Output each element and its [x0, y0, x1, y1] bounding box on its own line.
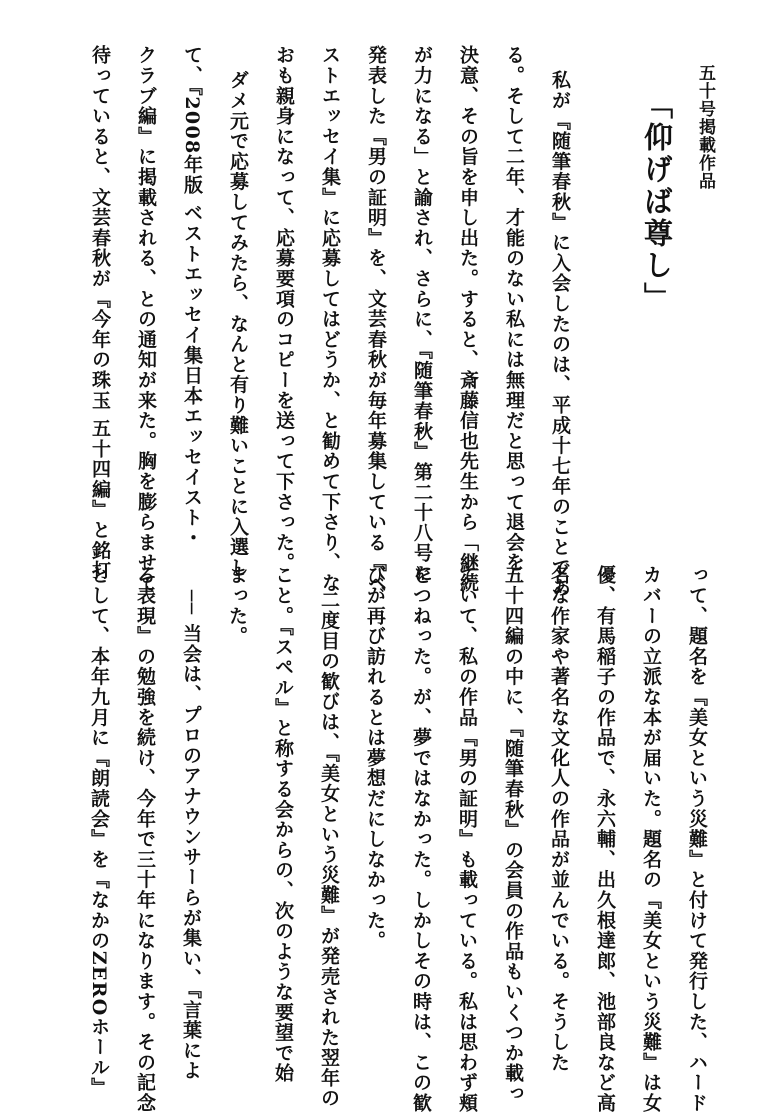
top-line-2: る。そして二年、才能のない私には無理だと思って退会を	[503, 45, 525, 573]
essay-title: 「仰げば尊し」	[640, 90, 674, 314]
top-line-1: 私が『随筆春秋』に入会したのは、平成十七年のことであ	[549, 70, 571, 598]
top-line-8: ダメ元で応募してみたら、なんと有り難いことに入選し	[227, 70, 249, 578]
top-line-11: 待っていると、文芸春秋が『今年の珠玉 五十四編』と銘打	[89, 45, 111, 581]
top-line-6: ストエッセイ集』に応募してはどうか、と勧めて下さり、な	[319, 45, 341, 594]
bottom-line-14: として、本年九月に『朗読会』を『なかのZEROホール』	[88, 565, 110, 1098]
bottom-line-11: まった。	[226, 565, 248, 647]
bottom-line-9: 二度目の歓びは、『美女という災難』が発売された翌年の	[318, 590, 340, 1109]
top-line-3: 決意、その旨を申し出た。すると、斎藤信也先生から「継続	[457, 45, 479, 594]
bottom-line-10: こと。『スペル』と称する会からの、次のような要望で始	[272, 565, 294, 1084]
top-line-9: て、『2008年版 ベストエッセイ集日本エッセイスト・	[181, 45, 203, 549]
bottom-line-8: びが再び訪れるとは夢想だにしなかった。	[364, 565, 386, 951]
bottom-line-5: 五十四編の中に、『随筆春秋』の会員の作品もいくつか載っ	[502, 565, 524, 1104]
bottom-line-13: る表現』の勉強を続け、今年で三十年になります。その記念	[134, 565, 156, 1113]
bottom-line-12: ── 当会は、プロのアナウンサーらが集い、『言葉によ	[180, 590, 202, 1081]
top-line-7: おも親身になって、応募要項のコピーを送って下さった。	[273, 45, 295, 573]
bottom-line-6: ていて、私の作品『男の証明』も載っている。私は思わず頬	[456, 565, 478, 1113]
bottom-line-1: って、題名を『美女という災難』と付けて発行した、ハード	[686, 565, 708, 1113]
top-line-5: 発表した『男の証明』を、文芸春秋が毎年募集している『ベ	[365, 45, 387, 594]
top-line-10: クラブ編』に掲載される、との通知が来た。胸を膨らませて	[135, 45, 157, 594]
top-line-4: が力になる」と諭され、さらに、『随筆春秋』第二十八号に	[411, 45, 433, 584]
bottom-line-7: をつねった。が、夢ではなかった。しかしその時は、この歓	[410, 565, 432, 1113]
bottom-line-3: 優、有馬稲子の作品で、永六輔、出久根達郎、池部良など高	[594, 565, 616, 1113]
section-label: 五十号掲載作品	[695, 64, 715, 190]
bottom-line-2: カバーの立派な本が届いた。題名の『美女という災難』は女	[640, 565, 662, 1113]
bottom-line-4: 名な作家や著名な文化人の作品が並んでいる。そうした	[548, 565, 570, 1073]
